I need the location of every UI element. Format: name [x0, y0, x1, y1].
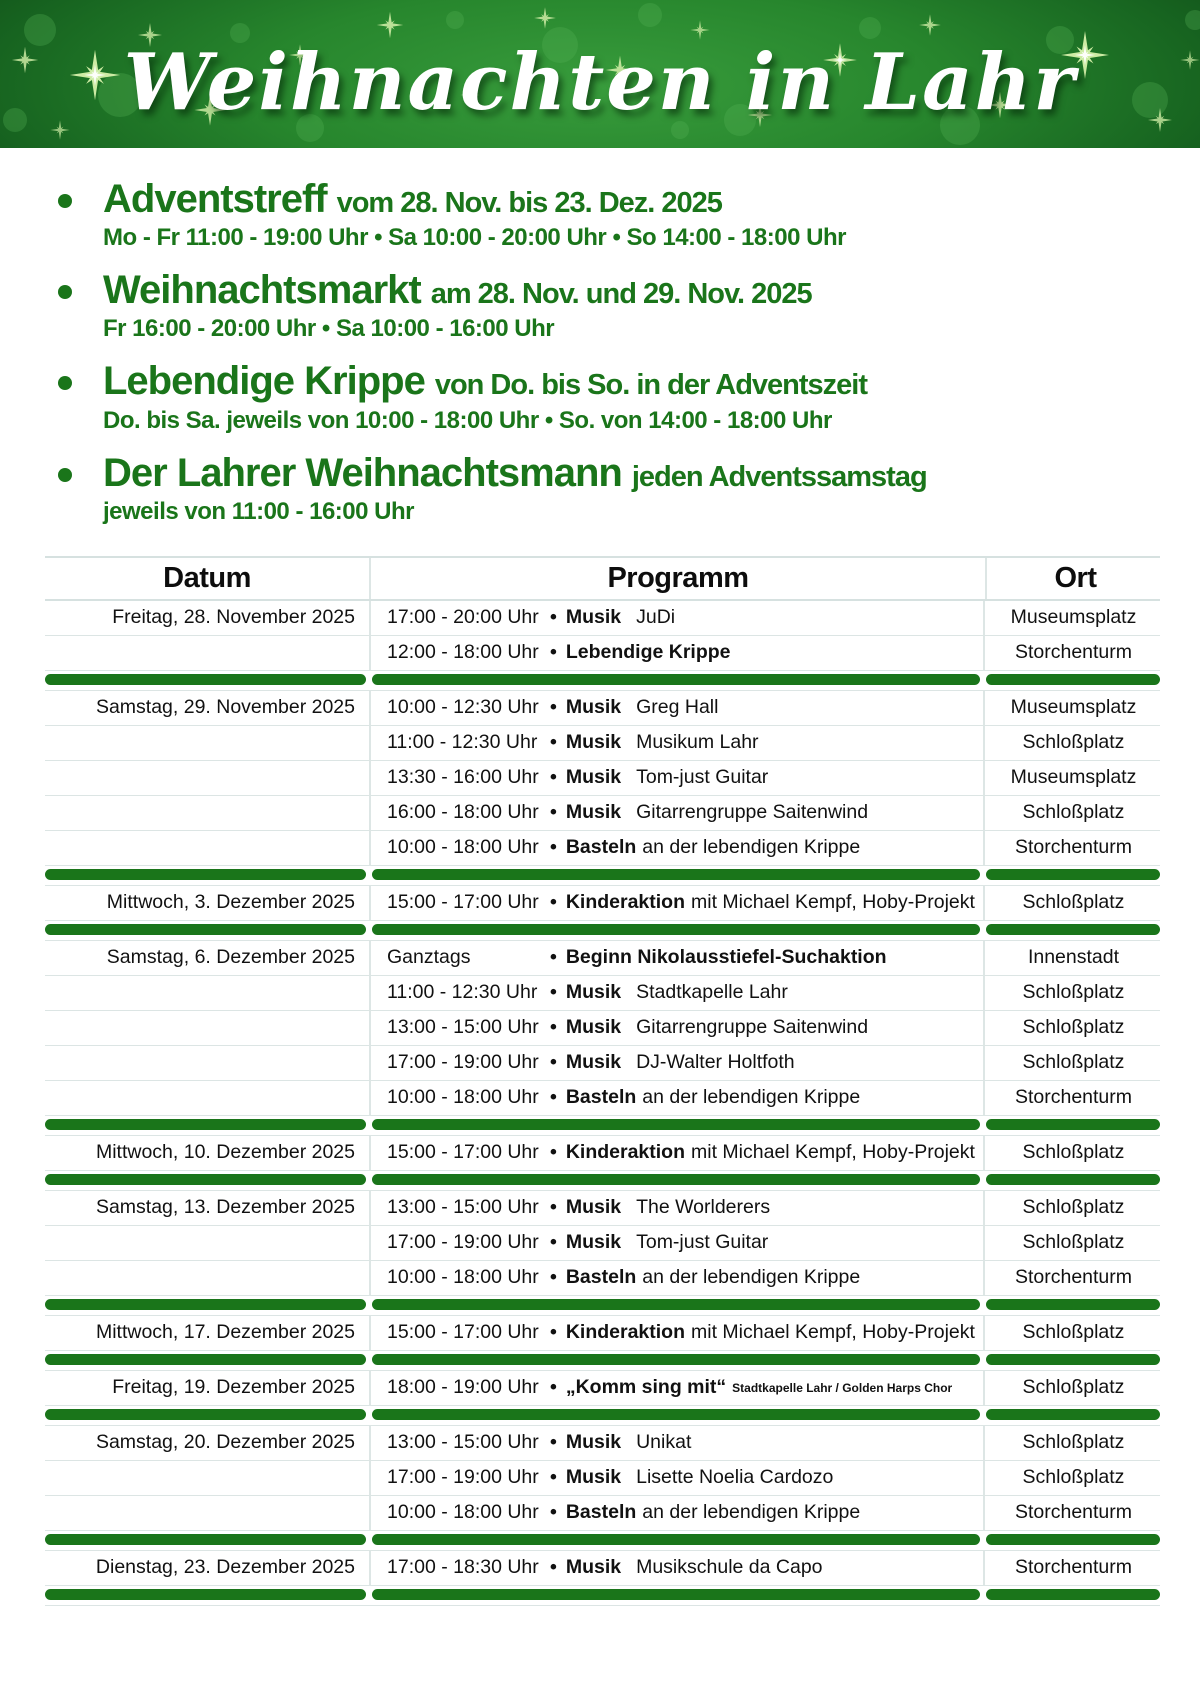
- schedule-row: [45, 796, 1160, 831]
- separator-segment: [369, 1351, 983, 1370]
- group-separator: [45, 1171, 1160, 1191]
- program-detail: Greg Hall: [636, 696, 719, 719]
- dot-separator-icon: •: [550, 1231, 557, 1254]
- program-detail: The Worlderers: [636, 1196, 771, 1219]
- event-item: [50, 178, 1200, 252]
- program-detail: Tom-just Guitar: [636, 1231, 769, 1254]
- program-detail: Lisette Noelia Cardozo: [636, 1466, 834, 1489]
- separator-bar: [45, 1409, 366, 1420]
- date-cell: [45, 761, 369, 795]
- dot-separator-icon: •: [550, 1431, 557, 1454]
- program-label: Musik: [565, 1051, 622, 1074]
- location-cell: Innenstadt: [983, 941, 1162, 975]
- schedule-row: [45, 1426, 1160, 1461]
- program-time: 16:00 - 18:00 Uhr: [387, 801, 539, 824]
- date-cell: [45, 1461, 369, 1495]
- program-time: Ganztags: [387, 946, 471, 969]
- separator-bar: [45, 1589, 366, 1600]
- program-label: Beginn Nikolausstiefel-Suchaktion: [565, 946, 887, 969]
- separator-segment: [983, 1586, 1160, 1605]
- separator-bar: [986, 674, 1160, 685]
- program-detail: Tom-just Guitar: [636, 766, 769, 789]
- program-detail: mit Michael Kempf, Hoby-Projekt: [691, 891, 975, 914]
- group-separator: [45, 921, 1160, 941]
- date-cell: Mittwoch, 10. Dezember 2025: [95, 1141, 355, 1164]
- program-label: Basteln: [565, 836, 637, 859]
- separator-bar: [372, 1174, 980, 1185]
- event-bullet-icon: [58, 194, 72, 208]
- location-cell: Schloßplatz: [983, 1226, 1162, 1260]
- dot-separator-icon: •: [550, 1501, 557, 1524]
- separator-segment: [983, 1406, 1160, 1425]
- program-cell: [369, 1371, 983, 1405]
- event-bullet-icon: [58, 376, 72, 390]
- schedule-header-row: [45, 556, 1160, 601]
- program-detail: Unikat: [636, 1431, 692, 1454]
- program-detail: DJ-Walter Holtfoth: [636, 1051, 795, 1074]
- location-cell: Schloßplatz: [983, 796, 1162, 830]
- schedule-row: [45, 1261, 1160, 1296]
- program-cell: [369, 1496, 983, 1530]
- program-detail: mit Michael Kempf, Hoby-Projekt: [691, 1321, 975, 1344]
- program-time: 15:00 - 17:00 Uhr: [387, 891, 539, 914]
- schedule-row: [45, 601, 1160, 636]
- schedule-row: [45, 1191, 1160, 1226]
- program-label: Lebendige Krippe: [565, 641, 731, 664]
- header-cell-datum: Datum: [163, 561, 251, 594]
- schedule-row: [45, 726, 1160, 761]
- group-separator: [45, 866, 1160, 886]
- schedule-body: [45, 601, 1160, 1606]
- program-cell: [369, 726, 983, 760]
- separator-bar: [986, 1299, 1160, 1310]
- location-cell: Schloßplatz: [983, 726, 1162, 760]
- event-item-body: [103, 269, 812, 343]
- program-label: Kinderaktion: [565, 1141, 686, 1164]
- group-separator: [45, 1351, 1160, 1371]
- program-detail: Gitarrengruppe Saitenwind: [636, 801, 869, 824]
- separator-segment: [45, 866, 369, 885]
- program-time: 10:00 - 12:30 Uhr: [387, 696, 539, 719]
- separator-segment: [45, 1586, 369, 1605]
- event-heading-line: [103, 452, 927, 495]
- separator-bar: [372, 924, 980, 935]
- program-cell: [369, 1316, 983, 1350]
- program-label: Musik: [565, 1556, 622, 1579]
- separator-segment: [983, 1171, 1160, 1190]
- program-cell: [369, 796, 983, 830]
- schedule-row: [45, 1011, 1160, 1046]
- schedule-row: [45, 1226, 1160, 1261]
- event-bullet-icon: [58, 468, 72, 482]
- schedule-row: [45, 1551, 1160, 1586]
- program-label: Musik: [565, 1431, 622, 1454]
- program-time: 15:00 - 17:00 Uhr: [387, 1321, 539, 1344]
- program-cell: [369, 601, 983, 635]
- separator-segment: [45, 1171, 369, 1190]
- dot-separator-icon: •: [550, 1051, 557, 1074]
- program-detail: Musikum Lahr: [636, 731, 759, 754]
- program-cell: [369, 1551, 983, 1585]
- program-time: 10:00 - 18:00 Uhr: [387, 1266, 539, 1289]
- date-cell: [45, 831, 369, 865]
- separator-segment: [369, 1586, 983, 1605]
- location-cell: Storchenturm: [983, 1261, 1162, 1295]
- location-cell: Schloßplatz: [983, 1191, 1162, 1225]
- schedule-row: [45, 941, 1160, 976]
- event-times: Mo - Fr 11:00 - 19:00 Uhr • Sa 10:00 - 20:00 Uhr • So 14:00 - 18:00 Uhr: [103, 224, 846, 252]
- program-detail: mit Michael Kempf, Hoby-Projekt: [691, 1141, 975, 1164]
- program-label: Basteln: [565, 1266, 637, 1289]
- program-time: 13:00 - 15:00 Uhr: [387, 1196, 539, 1219]
- location-cell: Schloßplatz: [983, 976, 1162, 1010]
- separator-bar: [45, 1354, 366, 1365]
- program-cell: [369, 1136, 983, 1170]
- date-cell: Mittwoch, 17. Dezember 2025: [95, 1321, 355, 1344]
- group-separator: [45, 1406, 1160, 1426]
- separator-bar: [372, 1119, 980, 1130]
- separator-bar: [45, 1119, 366, 1130]
- date-cell: Dienstag, 23. Dezember 2025: [95, 1556, 355, 1579]
- event-item-body: [103, 360, 867, 434]
- dot-separator-icon: •: [550, 1466, 557, 1489]
- separator-bar: [986, 1409, 1160, 1420]
- dot-separator-icon: •: [550, 641, 557, 664]
- separator-segment: [983, 1351, 1160, 1370]
- dot-separator-icon: •: [550, 1266, 557, 1289]
- program-cell: [369, 1081, 983, 1115]
- separator-segment: [45, 671, 369, 690]
- program-cell: [369, 1261, 983, 1295]
- date-cell: [45, 1226, 369, 1260]
- event-bullet-icon: [58, 285, 72, 299]
- separator-segment: [45, 1296, 369, 1315]
- date-cell: [45, 796, 369, 830]
- separator-segment: [983, 866, 1160, 885]
- dot-separator-icon: •: [550, 891, 557, 914]
- dot-separator-icon: •: [550, 946, 557, 969]
- separator-bar: [45, 869, 366, 880]
- separator-segment: [369, 866, 983, 885]
- program-label: Musik: [565, 1231, 622, 1254]
- date-cell: Freitag, 28. November 2025: [112, 606, 355, 629]
- dot-separator-icon: •: [550, 1016, 557, 1039]
- event-title: Weihnachtsmarkt: [103, 268, 421, 313]
- program-label: Basteln: [565, 1501, 637, 1524]
- event-heading-line: [103, 269, 812, 312]
- date-cell: Samstag, 6. Dezember 2025: [106, 946, 355, 969]
- separator-segment: [369, 921, 983, 940]
- date-cell: Samstag, 13. Dezember 2025: [95, 1196, 355, 1219]
- dot-separator-icon: •: [550, 801, 557, 824]
- program-time: 10:00 - 18:00 Uhr: [387, 836, 539, 859]
- program-time: 17:00 - 19:00 Uhr: [387, 1231, 539, 1254]
- program-label: Musik: [565, 731, 622, 754]
- date-cell: [45, 1496, 369, 1530]
- location-cell: Museumsplatz: [983, 761, 1162, 795]
- location-cell: Storchenturm: [983, 636, 1162, 670]
- location-cell: Storchenturm: [983, 1551, 1162, 1585]
- program-cell: [369, 761, 983, 795]
- program-label: Musik: [565, 1466, 622, 1489]
- event-item-body: [103, 178, 846, 252]
- program-detail: an der lebendigen Krippe: [642, 1266, 861, 1289]
- event-heading-line: [103, 360, 867, 403]
- event-title: Lebendige Krippe: [103, 359, 425, 404]
- location-cell: Schloßplatz: [983, 1426, 1162, 1460]
- event-item: [50, 360, 1200, 434]
- separator-bar: [372, 674, 980, 685]
- program-detail: an der lebendigen Krippe: [642, 1086, 861, 1109]
- separator-bar: [986, 1119, 1160, 1130]
- program-cell: [369, 1226, 983, 1260]
- schedule-row: [45, 1461, 1160, 1496]
- location-cell: Storchenturm: [983, 1081, 1162, 1115]
- date-cell: [45, 976, 369, 1010]
- program-label: Musik: [565, 766, 622, 789]
- date-cell: Freitag, 19. Dezember 2025: [112, 1376, 355, 1399]
- program-cell: [369, 886, 983, 920]
- separator-bar: [372, 1534, 980, 1545]
- program-time: 17:00 - 19:00 Uhr: [387, 1466, 539, 1489]
- schedule-row: [45, 1371, 1160, 1406]
- schedule-row: [45, 691, 1160, 726]
- schedule-row: [45, 1316, 1160, 1351]
- date-cell: [45, 726, 369, 760]
- header-cell-programm: Programm: [369, 558, 985, 599]
- program-label: Kinderaktion: [565, 891, 686, 914]
- program-time: 18:00 - 19:00 Uhr: [387, 1376, 539, 1399]
- date-cell: Samstag, 20. Dezember 2025: [95, 1431, 355, 1454]
- separator-bar: [45, 924, 366, 935]
- event-subtitle: vom 28. Nov. bis 23. Dez. 2025: [336, 187, 722, 219]
- program-time: 17:00 - 18:30 Uhr: [387, 1556, 539, 1579]
- location-cell: Schloßplatz: [983, 1136, 1162, 1170]
- date-cell: [45, 1261, 369, 1295]
- separator-segment: [369, 1171, 983, 1190]
- program-label: Musik: [565, 1196, 622, 1219]
- separator-bar: [372, 1299, 980, 1310]
- program-time: 13:00 - 15:00 Uhr: [387, 1431, 539, 1454]
- schedule-table: [45, 556, 1160, 1606]
- header-cell-ort: Ort: [985, 558, 1164, 599]
- location-cell: Schloßplatz: [983, 1046, 1162, 1080]
- dot-separator-icon: •: [550, 1141, 557, 1164]
- separator-segment: [369, 1406, 983, 1425]
- separator-bar: [45, 1299, 366, 1310]
- event-subtitle: von Do. bis So. in der Adventszeit: [434, 369, 868, 402]
- program-time: 17:00 - 20:00 Uhr: [387, 606, 539, 629]
- separator-segment: [983, 671, 1160, 690]
- event-times: Fr 16:00 - 20:00 Uhr • Sa 10:00 - 16:00 Uhr: [103, 315, 555, 343]
- event-subtitle: jeden Adventssamstag: [631, 460, 927, 493]
- event-title: Der Lahrer Weihnachtsmann: [103, 450, 622, 495]
- schedule-row: [45, 761, 1160, 796]
- program-detail: Musikschule da Capo: [636, 1556, 823, 1579]
- separator-segment: [369, 671, 983, 690]
- date-cell: Mittwoch, 3. Dezember 2025: [106, 891, 355, 914]
- separator-bar: [45, 1174, 366, 1185]
- separator-segment: [45, 1406, 369, 1425]
- page-title: Weihnachten in Lahr: [123, 36, 1077, 128]
- program-time: 11:00 - 12:30 Uhr: [387, 731, 538, 754]
- separator-segment: [369, 1531, 983, 1550]
- program-time: 17:00 - 19:00 Uhr: [387, 1051, 539, 1074]
- date-cell: [45, 1081, 369, 1115]
- program-detail: an der lebendigen Krippe: [642, 1501, 861, 1524]
- event-list: [0, 148, 1200, 526]
- program-cell: [369, 636, 983, 670]
- schedule-row: [45, 976, 1160, 1011]
- program-time: 15:00 - 17:00 Uhr: [387, 1141, 539, 1164]
- schedule-row: [45, 1046, 1160, 1081]
- location-cell: Storchenturm: [983, 831, 1162, 865]
- program-time: 11:00 - 12:30 Uhr: [387, 981, 538, 1004]
- dot-separator-icon: •: [550, 606, 557, 629]
- dot-separator-icon: •: [550, 1086, 557, 1109]
- dot-separator-icon: •: [550, 766, 557, 789]
- separator-segment: [45, 1351, 369, 1370]
- program-label: Musik: [565, 1016, 622, 1039]
- program-label: Kinderaktion: [565, 1321, 686, 1344]
- separator-bar: [986, 869, 1160, 880]
- program-detail: JuDi: [636, 606, 676, 629]
- separator-segment: [983, 921, 1160, 940]
- event-item-body: [103, 452, 927, 526]
- dot-separator-icon: •: [550, 981, 557, 1004]
- program-label: „Komm sing mit“: [565, 1376, 727, 1399]
- dot-separator-icon: •: [550, 696, 557, 719]
- event-times: jeweils von 11:00 - 16:00 Uhr: [103, 497, 414, 525]
- date-cell: [45, 1046, 369, 1080]
- separator-segment: [369, 1116, 983, 1135]
- program-label: Basteln: [565, 1086, 637, 1109]
- separator-bar: [986, 1174, 1160, 1185]
- location-cell: Schloßplatz: [983, 1371, 1162, 1405]
- program-detail-small: Stadtkapelle Lahr / Golden Harps Chor: [732, 1380, 953, 1395]
- event-times: Do. bis Sa. jeweils von 10:00 - 18:00 Uhr • So. von 14:00 - 18:00 Uhr: [103, 406, 832, 434]
- location-cell: Schloßplatz: [983, 1316, 1162, 1350]
- separator-bar: [372, 1354, 980, 1365]
- dot-separator-icon: •: [550, 1321, 557, 1344]
- event-item: [50, 452, 1200, 526]
- group-separator: [45, 1296, 1160, 1316]
- dot-separator-icon: •: [550, 836, 557, 859]
- separator-bar: [372, 1409, 980, 1420]
- separator-segment: [983, 1531, 1160, 1550]
- dot-separator-icon: •: [550, 731, 557, 754]
- program-cell: [369, 1011, 983, 1045]
- separator-bar: [986, 1589, 1160, 1600]
- banner: [0, 0, 1200, 148]
- program-cell: [369, 1426, 983, 1460]
- program-cell: [369, 1191, 983, 1225]
- location-cell: Museumsplatz: [983, 601, 1162, 635]
- event-subtitle: am 28. Nov. und 29. Nov. 2025: [430, 278, 812, 311]
- event-item: [50, 269, 1200, 343]
- program-detail: Stadtkapelle Lahr: [636, 981, 788, 1004]
- schedule-row: [45, 1136, 1160, 1171]
- program-label: Musik: [565, 606, 622, 629]
- group-separator: [45, 1586, 1160, 1606]
- event-title: Adventstreff: [103, 177, 327, 221]
- schedule-row: [45, 1496, 1160, 1531]
- date-cell: Samstag, 29. November 2025: [95, 696, 355, 719]
- program-label: Musik: [565, 696, 622, 719]
- separator-bar: [372, 1589, 980, 1600]
- separator-segment: [983, 1116, 1160, 1135]
- group-separator: [45, 671, 1160, 691]
- program-cell: [369, 1461, 983, 1495]
- program-cell: [369, 691, 983, 725]
- separator-bar: [986, 924, 1160, 935]
- program-time: 13:30 - 16:00 Uhr: [387, 766, 539, 789]
- group-separator: [45, 1531, 1160, 1551]
- separator-bar: [986, 1354, 1160, 1365]
- schedule-row: [45, 831, 1160, 866]
- separator-segment: [983, 1296, 1160, 1315]
- location-cell: Schloßplatz: [983, 886, 1162, 920]
- location-cell: Schloßplatz: [983, 1011, 1162, 1045]
- dot-separator-icon: •: [550, 1196, 557, 1219]
- location-cell: Museumsplatz: [983, 691, 1162, 725]
- program-time: 12:00 - 18:00 Uhr: [387, 641, 539, 664]
- program-cell: [369, 831, 983, 865]
- dot-separator-icon: •: [550, 1376, 557, 1399]
- separator-bar: [986, 1534, 1160, 1545]
- program-label: Musik: [565, 981, 622, 1004]
- separator-segment: [45, 1531, 369, 1550]
- program-label: Musik: [565, 801, 622, 824]
- separator-bar: [45, 674, 366, 685]
- program-time: 10:00 - 18:00 Uhr: [387, 1086, 539, 1109]
- separator-segment: [45, 1116, 369, 1135]
- location-cell: Storchenturm: [983, 1496, 1162, 1530]
- separator-segment: [369, 1296, 983, 1315]
- program-cell: [369, 976, 983, 1010]
- program-cell: [369, 1046, 983, 1080]
- separator-segment: [45, 921, 369, 940]
- event-heading-line: [103, 178, 846, 221]
- dot-separator-icon: •: [550, 1556, 557, 1579]
- location-cell: Schloßplatz: [983, 1461, 1162, 1495]
- program-cell: [369, 941, 983, 975]
- group-separator: [45, 1116, 1160, 1136]
- schedule-row: [45, 886, 1160, 921]
- date-cell: [45, 636, 369, 670]
- program-detail: an der lebendigen Krippe: [642, 836, 861, 859]
- schedule-row: [45, 1081, 1160, 1116]
- separator-bar: [45, 1534, 366, 1545]
- program-time: 13:00 - 15:00 Uhr: [387, 1016, 539, 1039]
- separator-bar: [372, 869, 980, 880]
- program-time: 10:00 - 18:00 Uhr: [387, 1501, 539, 1524]
- schedule-row: [45, 636, 1160, 671]
- date-cell: [45, 1011, 369, 1045]
- program-detail: Gitarrengruppe Saitenwind: [636, 1016, 869, 1039]
